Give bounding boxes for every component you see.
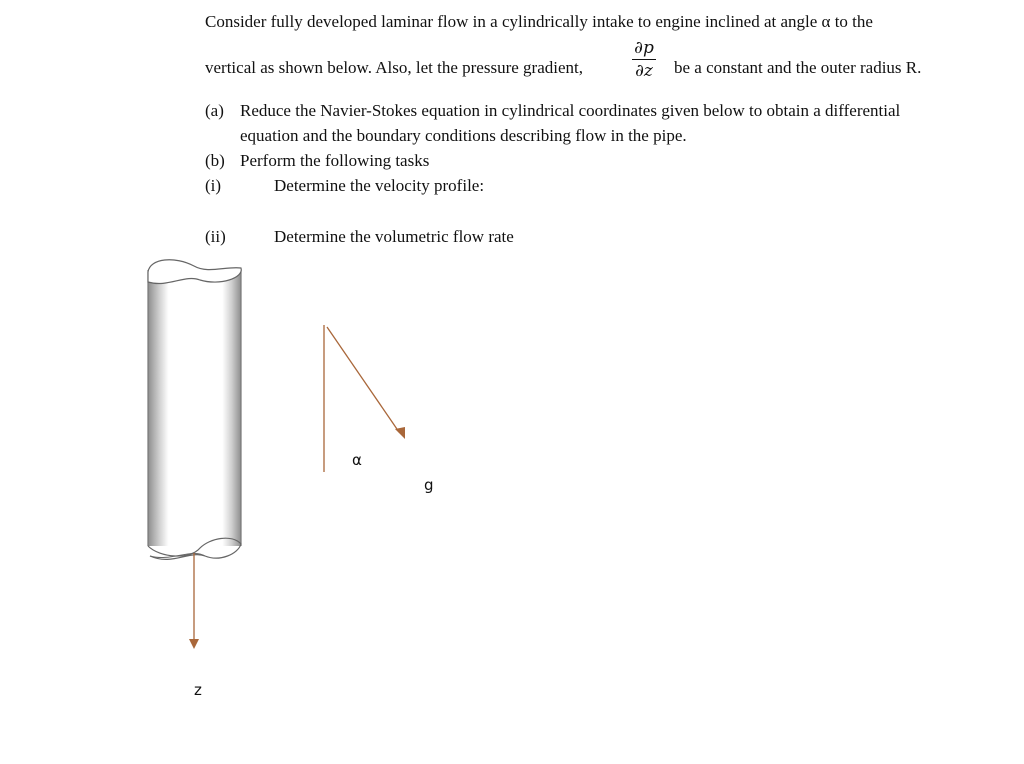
alpha-label: α — [352, 451, 362, 469]
z-axis-arrow — [189, 553, 199, 649]
task-ii-text: Determine the volumetric flow rate — [274, 227, 514, 246]
gravity-arrow — [327, 327, 405, 439]
part-a-marker: (a) — [205, 101, 224, 120]
z-axis-label: z — [194, 681, 202, 699]
intro-line-2-start: vertical as shown below. Also, let the pressure gradient, — [205, 58, 583, 77]
task-i-text: Determine the velocity profile: — [274, 176, 485, 195]
part-a-text-line-1: Reduce the Navier-Stokes equation in cylindrical coordinates given below to obtain a differential — [240, 101, 901, 120]
intro-line-1: Consider fully developed laminar flow in a cylindrically intake to engine inclined at angle α to the — [205, 12, 873, 31]
part-b-marker: (b) — [205, 151, 225, 170]
part-b-text: Perform the following tasks — [240, 151, 430, 170]
fraction-denominator: ∂z — [635, 61, 653, 81]
pipe-cylinder — [148, 260, 241, 560]
intro-line-2-end: be a constant and the outer radius R. — [674, 58, 922, 77]
fraction-numerator: ∂p — [634, 38, 654, 58]
task-ii-marker: (ii) — [205, 227, 226, 246]
gravity-label: g — [424, 476, 434, 494]
task-i-marker: (i) — [205, 176, 222, 195]
pipe-body — [148, 270, 241, 546]
part-a-text-line-2: equation and the boundary conditions describing flow in the pipe. — [240, 126, 687, 145]
